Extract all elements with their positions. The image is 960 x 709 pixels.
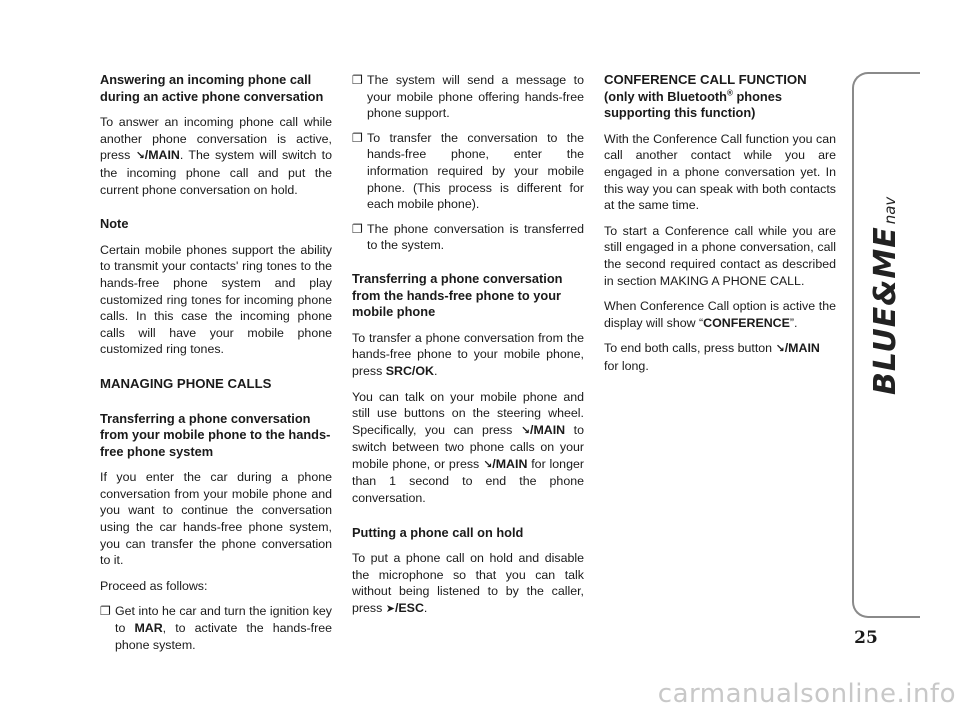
- key-main: /MAIN: [530, 422, 566, 437]
- list-item: ❐ To transfer the conversation to the hands-free phone, enter the information required by your mobile phone. (This process is different for each mobile phone).: [352, 130, 584, 212]
- phone-handset-icon: ↘: [135, 150, 145, 163]
- column-2: [352, 72, 584, 627]
- paragraph-conference-intro: With the Conference Call function you can call another contact while you are engaged in a phone conversation yet. In this way you can speak with both contacts at the same time.: [604, 131, 836, 213]
- paragraph-transfer-to-mobile: To transfer a phone conversation from the hands-free phone to your mobile phone, press SRC/OK.: [352, 330, 584, 378]
- paragraph-steering-buttons: You can talk on your mobile phone and still use buttons on the steering wheel. Specifically, you can press ↘/MAIN to switch between two phone calls on your mobile phone, or press ↘/MAIN for longer than 1 second to end the phone conversation.: [352, 389, 584, 506]
- phone-handset-icon: ↘: [483, 458, 493, 471]
- paragraph-transfer-intro: If you enter the car during a phone conversation from your mobile phone and you want to continue the conversation using the car hands-free phone system, you can transfer the phone conversation to it.: [100, 470, 332, 568]
- key-main: /MAIN: [784, 341, 820, 356]
- heading-note: Note: [100, 216, 129, 232]
- heading-transfer-to-handsfree: Transferring a phone conversation from your mobile phone to the hands-free phone system: [100, 410, 331, 459]
- checkbox-bullet-icon: ❐: [100, 604, 111, 619]
- list-item: ❐ The system will send a message to your mobile phone offering hands-free phone support.: [352, 73, 584, 121]
- list-item: ❐ The phone conversation is transferred to the system.: [352, 221, 584, 253]
- key-esc: /ESC: [394, 601, 424, 616]
- brand-logo: BLUE&MEnav: [868, 196, 903, 395]
- paragraph-note: Certain mobile phones support the ability to transmit your contacts' ring tones to the hands-free phone system and play customized ring tones for incoming phone calls. In this case the incoming phone calls will have your mobile phone customized ring tones.: [100, 242, 332, 357]
- paragraph-end-calls: To end both calls, press button ↘/MAIN for long.: [604, 341, 820, 373]
- paragraph-conference-start: To start a Conference call while you are still engaged in a phone conversation, call the second required contact as described in section MAKING A PHONE CALL.: [604, 223, 836, 288]
- column-3: [604, 72, 836, 384]
- mic-mute-icon: ➤: [385, 603, 395, 616]
- list-item: ❐ Get into he car and turn the ignition key to MAR, to activate the hands-free phone system.: [100, 604, 332, 652]
- heading-conference-call: CONFERENCE CALL FUNCTION: [604, 72, 807, 87]
- paragraph-answer-instructions: To answer an incoming phone call while another phone conversation is active, press ↘/MAIN. The system will switch to the incoming phone call and put the current phone conversation on hold.: [100, 115, 332, 197]
- heading-managing-calls: MANAGING PHONE CALLS: [100, 375, 272, 391]
- paragraph-call-on-hold: To put a phone call on hold and disable the microphone so that you can talk without being listened to by the caller, press ➤/ESC.: [352, 551, 584, 616]
- page-number: 25: [854, 628, 878, 648]
- paragraph-conference-display: When Conference Call option is active the display will show “CONFERENCE”.: [604, 299, 836, 330]
- registered-mark: ®: [726, 88, 733, 98]
- heading-transfer-to-mobile: Transferring a phone conversation from the hands-free phone to your mobile phone: [352, 270, 563, 320]
- display-conference: CONFERENCE: [703, 315, 790, 330]
- checkbox-bullet-icon: ❐: [352, 130, 363, 145]
- checkbox-bullet-icon: ❐: [352, 221, 363, 236]
- phone-handset-icon: ↘: [520, 424, 531, 437]
- key-mar: MAR: [134, 621, 163, 636]
- column-1: [100, 72, 332, 661]
- checkbox-bullet-icon: ❐: [352, 73, 363, 87]
- heading-bluetooth-note: (only with Bluetooth® phones supporting this function): [604, 88, 782, 121]
- key-main: /MAIN: [144, 148, 180, 163]
- heading-call-on-hold: Putting a phone call on hold: [352, 524, 524, 540]
- key-src-ok: SRC/OK: [385, 363, 434, 378]
- key-main: /MAIN: [492, 456, 528, 471]
- phone-handset-icon: ↘: [775, 343, 785, 356]
- paragraph-proceed: Proceed as follows:: [100, 578, 208, 593]
- heading-answering-call: Answering an incoming phone call during an active phone conversation: [100, 72, 324, 104]
- watermark: carmanualsonline.info: [657, 679, 956, 709]
